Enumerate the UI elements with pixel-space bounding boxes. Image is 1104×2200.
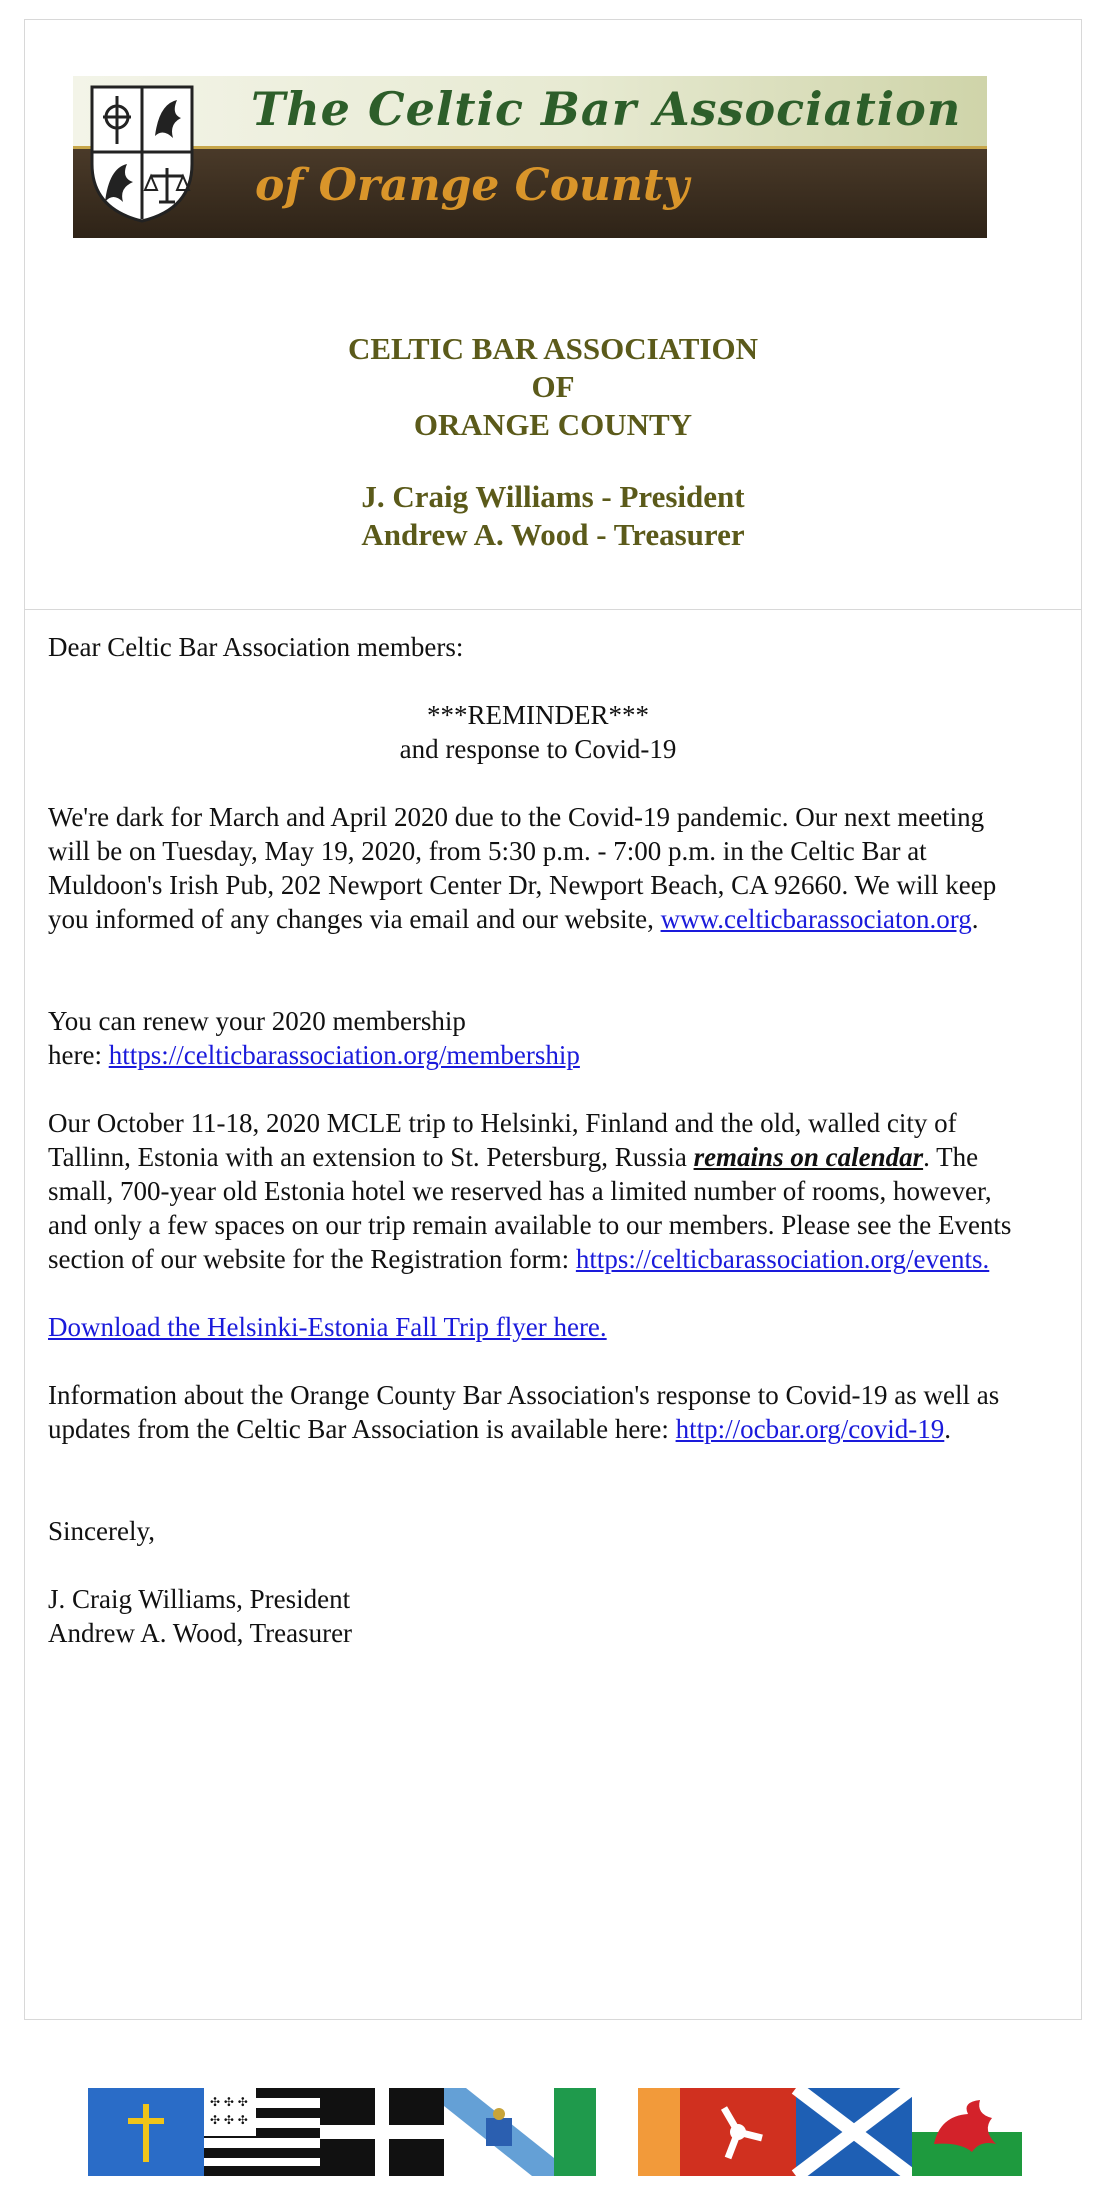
trip-flyer-link[interactable]: Download the Helsinki-Estonia Fall Trip flyer here.	[48, 1312, 607, 1342]
heading-line2: OF	[531, 369, 575, 404]
cornwall-flag	[320, 2088, 444, 2176]
officers-list	[25, 478, 1081, 554]
heading-line3: ORANGE COUNTY	[413, 407, 693, 442]
association-banner-logo	[73, 76, 987, 238]
asturias-flag	[88, 2088, 204, 2176]
reminder-title: ***REMINDER***	[427, 700, 649, 730]
crest-shield-icon	[89, 84, 195, 224]
scotland-flag	[796, 2088, 912, 2176]
banner-title-line1: The Celtic Bar Association	[251, 82, 962, 136]
organization-heading	[25, 330, 1081, 444]
letter-body	[48, 630, 1028, 1650]
banner-title-line2: of Orange County	[255, 160, 689, 211]
heading-line1: CELTIC BAR ASSOCIATION	[347, 331, 759, 366]
meeting-paragraph: We're dark for March and April 2020 due to the Covid-19 pandemic. Our next meeting will be on Tuesday, May 19, 2020, from 5:30 p.m. - 7:00 p.m. in the Celtic Bar at Muldoon's Irish Pub, 202 Newport Center Dr, Newport Beach, CA 92660. We will keep you informed of any changes via email and our website, www.celticbarassociaton.org.	[48, 802, 997, 934]
svg-text:✣ ✣ ✣: ✣ ✣ ✣	[210, 2095, 248, 2109]
signature-president: J. Craig Williams, President	[48, 1584, 351, 1614]
membership-link[interactable]: https://celticbarassociation.org/membership	[108, 1040, 580, 1070]
signature-treasurer: Andrew A. Wood, Treasurer	[48, 1618, 353, 1648]
ocba-paragraph: Information about the Orange County Bar Association's response to Covid-19 as well as updates from the Celtic Bar Association is available here: http://ocbar.org/covid-19.	[48, 1380, 1000, 1444]
trip-paragraph: Our October 11-18, 2020 MCLE trip to Helsinki, Finland and the old, walled city of Tallinn, Estonia with an extension to St. Petersburg, Russia remains on calendar. The small, 700-year old Estonia hotel we reserved has a limited number of rooms, however, and only a few spaces on our trip remain available to our members. Please see the Events section of our website for the Registration form: https://celticbarassociation.org/events.	[48, 1108, 1012, 1274]
galicia-flag	[444, 2088, 554, 2176]
celtic-nations-flags	[88, 2088, 1022, 2176]
remains-on-calendar-emphasis: remains on calendar	[693, 1142, 924, 1172]
renew-paragraph: You can renew your 2020 membership here: https://celticbarassociation.org/membership	[48, 1006, 580, 1070]
website-link[interactable]: www.celticbarassociaton.org	[660, 904, 972, 934]
closing: Sincerely,	[48, 1516, 155, 1546]
officer-president: J. Craig Williams - President	[361, 479, 745, 514]
svg-text:✣ ✣ ✣: ✣ ✣ ✣	[210, 2113, 248, 2127]
isle-of-man-flag	[680, 2088, 796, 2176]
events-link[interactable]: https://celticbarassociation.org/events.	[575, 1244, 990, 1274]
wales-flag	[912, 2088, 1022, 2176]
reminder-subtitle: and response to Covid-19	[399, 734, 677, 764]
header-section	[25, 20, 1081, 610]
ireland-flag	[554, 2088, 680, 2176]
greeting: Dear Celtic Bar Association members:	[48, 632, 464, 662]
officer-treasurer: Andrew A. Wood - Treasurer	[361, 517, 745, 552]
brittany-flag	[204, 2088, 320, 2176]
ocbar-covid-link[interactable]: http://ocbar.org/covid-19	[675, 1414, 945, 1444]
